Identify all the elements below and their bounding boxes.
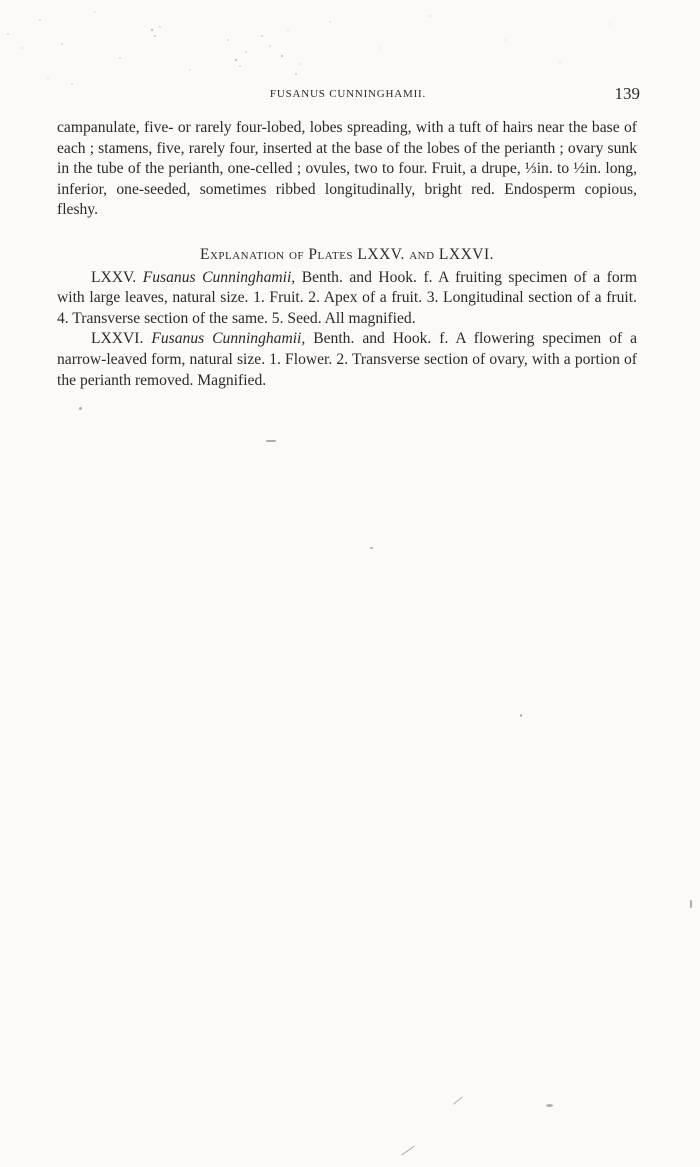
plate-75-number: LXXV. xyxy=(91,268,137,286)
page-number: 139 xyxy=(614,84,640,103)
plate-75-text: Benth. and Hook. f. A fruiting specimen of a form with large leaves, natural size. 1. Fruit. 2. Apex of a fruit. 3. Longitudinal section of a fruit. 4. Transverse section of the same. 5. Seed. All magnified. xyxy=(57,268,637,327)
scan-speck xyxy=(79,407,82,410)
explanation-heading: Explanation of Plates LXXV. and LXXVI. xyxy=(199,245,495,263)
plate-76-caption xyxy=(57,329,637,391)
scan-speck xyxy=(266,440,276,442)
plate-76-species: Fusanus Cunninghamii, xyxy=(151,330,306,348)
scan-speck xyxy=(370,547,373,549)
scan-noise xyxy=(0,0,700,90)
scan-speck xyxy=(520,714,522,717)
page-header xyxy=(56,86,640,106)
scan-speck xyxy=(690,900,692,908)
plate-75-caption xyxy=(57,268,637,330)
running-title: FUSANUS CUNNINGHAMII. xyxy=(269,88,427,100)
plate-76-text: Benth. and Hook. f. A flowering specimen of a narrow-leaved form, natural size. 1. Flower. 2. Transverse section of ovary, with a portion of the perianth removed. Magnified. xyxy=(57,330,638,389)
scan-speck xyxy=(453,1096,463,1104)
page-body xyxy=(57,118,637,391)
scan-speck xyxy=(546,1104,553,1107)
plate-76-number: LXXVI. xyxy=(91,330,144,348)
description-paragraph: campanulate, five- or rarely four-lobed, lobes spreading, with a tuft of hairs near the base of each ; stamens, five, rarely four, inserted at the base of the lobes of the perianth ; ovary sunk in the tube of the perianth, one-celled ; ovules, two to four. Fruit, a drupe, ⅓in. to ½in. long, inferior, one-seeded, sometimes ribbed longitudinally, bright red. Endosperm copious, fleshy. xyxy=(57,119,637,219)
scan-speck xyxy=(401,1146,415,1156)
plate-75-species: Fusanus Cunninghamii, xyxy=(142,268,296,286)
